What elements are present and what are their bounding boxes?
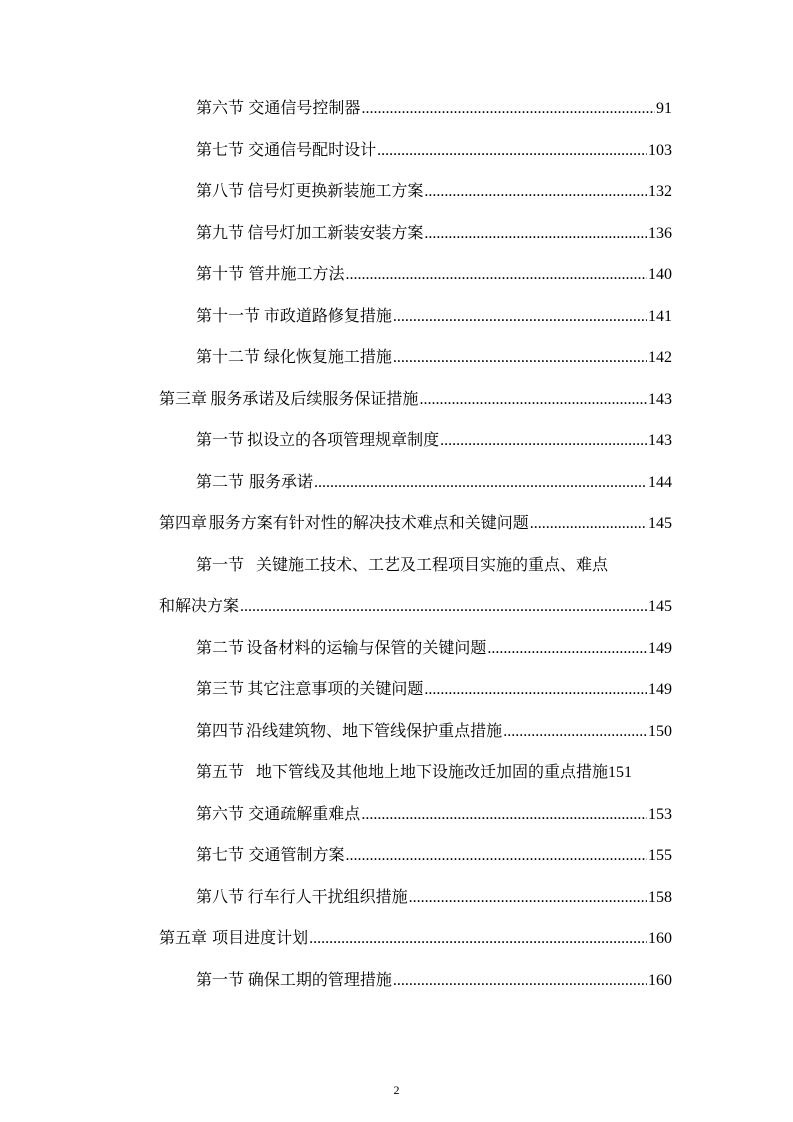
entry-page: 145 bbox=[648, 598, 672, 615]
dot-leader bbox=[240, 597, 647, 617]
toc-chapter-entry[interactable] bbox=[159, 513, 672, 534]
dot-leader bbox=[424, 680, 647, 700]
toc-entry[interactable] bbox=[196, 845, 672, 866]
toc-entry[interactable] bbox=[196, 638, 672, 659]
entry-label: 第六节 bbox=[196, 804, 245, 823]
entry-page: 132 bbox=[648, 183, 672, 200]
entry-page: 151 bbox=[608, 764, 633, 781]
entry-title: 交通管制方案 bbox=[248, 845, 345, 864]
entry-label: 第六节 bbox=[196, 98, 245, 117]
entry-page: 149 bbox=[648, 681, 672, 698]
entry-label: 第七节 bbox=[196, 140, 245, 159]
entry-page: 153 bbox=[648, 806, 672, 823]
toc-entry[interactable] bbox=[196, 970, 672, 991]
toc-entry[interactable] bbox=[196, 347, 672, 368]
toc-chapter-entry[interactable] bbox=[159, 389, 672, 410]
dot-leader bbox=[419, 390, 647, 410]
entry-label: 第十一节 bbox=[196, 306, 261, 325]
toc-entry[interactable] bbox=[196, 98, 672, 119]
dot-leader bbox=[346, 265, 647, 285]
toc-entry[interactable] bbox=[196, 762, 696, 783]
entry-label: 第十二节 bbox=[196, 347, 261, 366]
entry-title: 确保工期的管理措施 bbox=[247, 970, 392, 989]
entry-page: 136 bbox=[648, 225, 672, 242]
entry-title: 交通疏解重难点 bbox=[248, 804, 361, 823]
entry-label: 第二节 bbox=[196, 472, 245, 491]
entry-title: 关键施工技术、工艺及工程项目实施的重点、难点 bbox=[256, 555, 609, 574]
dot-leader bbox=[346, 846, 647, 866]
dot-leader bbox=[530, 514, 647, 534]
entry-title: 绿化恢复施工措施 bbox=[263, 347, 392, 366]
entry-label: 第八节 bbox=[196, 181, 245, 200]
entry-page: 91 bbox=[656, 100, 672, 117]
entry-label: 第九节 bbox=[196, 223, 245, 242]
toc-entry-continuation[interactable] bbox=[159, 596, 672, 617]
entry-label: 第三节 bbox=[196, 679, 245, 698]
entry-page: 142 bbox=[648, 349, 672, 366]
entry-page: 143 bbox=[648, 391, 672, 408]
dot-leader bbox=[393, 307, 647, 327]
toc-entry[interactable] bbox=[196, 679, 672, 700]
toc-entry[interactable] bbox=[196, 264, 672, 285]
entry-title: 服务承诺及后续服务保证措施 bbox=[210, 389, 419, 408]
entry-title: 信号灯加工新装安装方案 bbox=[247, 223, 424, 242]
toc-entry[interactable] bbox=[196, 804, 672, 825]
entry-label: 第八节 bbox=[196, 887, 245, 906]
entry-title: 项目进度计划 bbox=[212, 928, 309, 947]
entry-page: 140 bbox=[648, 266, 672, 283]
toc-entry[interactable] bbox=[196, 223, 672, 244]
entry-page: 155 bbox=[648, 847, 672, 864]
entry-page: 141 bbox=[648, 308, 672, 325]
dot-leader bbox=[361, 805, 647, 825]
dot-leader bbox=[487, 639, 647, 659]
dot-leader bbox=[393, 971, 647, 991]
entry-label: 第四章 bbox=[159, 513, 208, 532]
entry-title: 其它注意事项的关键问题 bbox=[247, 679, 424, 698]
entry-title: 拟设立的各项管理规章制度 bbox=[247, 430, 440, 449]
entry-page: 145 bbox=[648, 515, 672, 532]
entry-page: 160 bbox=[648, 930, 672, 947]
entry-label: 第二节 bbox=[196, 638, 245, 657]
entry-label: 第一节 bbox=[196, 555, 245, 574]
entry-label: 第七节 bbox=[196, 845, 245, 864]
dot-leader bbox=[409, 888, 647, 908]
entry-title: 交通信号控制器 bbox=[248, 98, 361, 117]
entry-page: 150 bbox=[648, 723, 672, 740]
dot-leader bbox=[424, 224, 647, 244]
entry-label: 第十节 bbox=[196, 264, 245, 283]
dot-leader bbox=[309, 929, 647, 949]
entry-page: 149 bbox=[648, 640, 672, 657]
toc-chapter-entry[interactable] bbox=[159, 928, 672, 949]
entry-label: 第五节 bbox=[196, 762, 245, 781]
dot-leader bbox=[393, 348, 647, 368]
entry-page: 143 bbox=[648, 432, 672, 449]
entry-label: 第四节 bbox=[196, 721, 245, 740]
entry-title: 沿线建筑物、地下管线保护重点措施 bbox=[246, 721, 503, 740]
toc-entry[interactable] bbox=[196, 887, 672, 908]
toc-entry[interactable] bbox=[196, 140, 672, 161]
entry-title: 服务方案有针对性的解决技术难点和关键问题 bbox=[208, 513, 529, 532]
entry-title: 交通信号配时设计 bbox=[248, 140, 377, 159]
dot-leader bbox=[377, 141, 647, 161]
entry-title: 行车行人干扰组织措施 bbox=[247, 887, 408, 906]
entry-title-continuation: 和解决方案 bbox=[159, 596, 240, 615]
entry-title: 管井施工方法 bbox=[248, 264, 345, 283]
entry-label: 第一节 bbox=[196, 970, 245, 989]
entry-label: 第三章 bbox=[159, 389, 208, 408]
dot-leader bbox=[503, 722, 647, 742]
entry-page: 103 bbox=[648, 142, 672, 159]
page-number: 2 bbox=[393, 1083, 400, 1097]
entry-label: 第一节 bbox=[196, 430, 245, 449]
toc-entry[interactable] bbox=[196, 181, 672, 202]
toc-entry[interactable] bbox=[196, 472, 672, 493]
toc-entry[interactable] bbox=[196, 721, 672, 742]
dot-leader bbox=[314, 473, 647, 493]
dot-leader bbox=[361, 99, 655, 119]
dot-leader bbox=[424, 182, 647, 202]
entry-page: 158 bbox=[648, 889, 672, 906]
entry-page: 160 bbox=[648, 972, 672, 989]
entry-title: 服务承诺 bbox=[249, 472, 314, 491]
entry-title: 市政道路修复措施 bbox=[263, 306, 392, 325]
dot-leader bbox=[440, 431, 647, 451]
entry-title: 设备材料的运输与保管的关键问题 bbox=[246, 638, 487, 657]
toc-entry[interactable] bbox=[196, 555, 672, 575]
toc-entry[interactable] bbox=[196, 306, 672, 327]
entry-page: 144 bbox=[648, 474, 672, 491]
entry-title: 地下管线及其他地上地下设施改迁加固的重点措施 bbox=[256, 762, 609, 781]
entry-title: 信号灯更换新装施工方案 bbox=[247, 181, 424, 200]
toc-entry[interactable] bbox=[196, 430, 672, 451]
entry-label: 第五章 bbox=[159, 928, 208, 947]
